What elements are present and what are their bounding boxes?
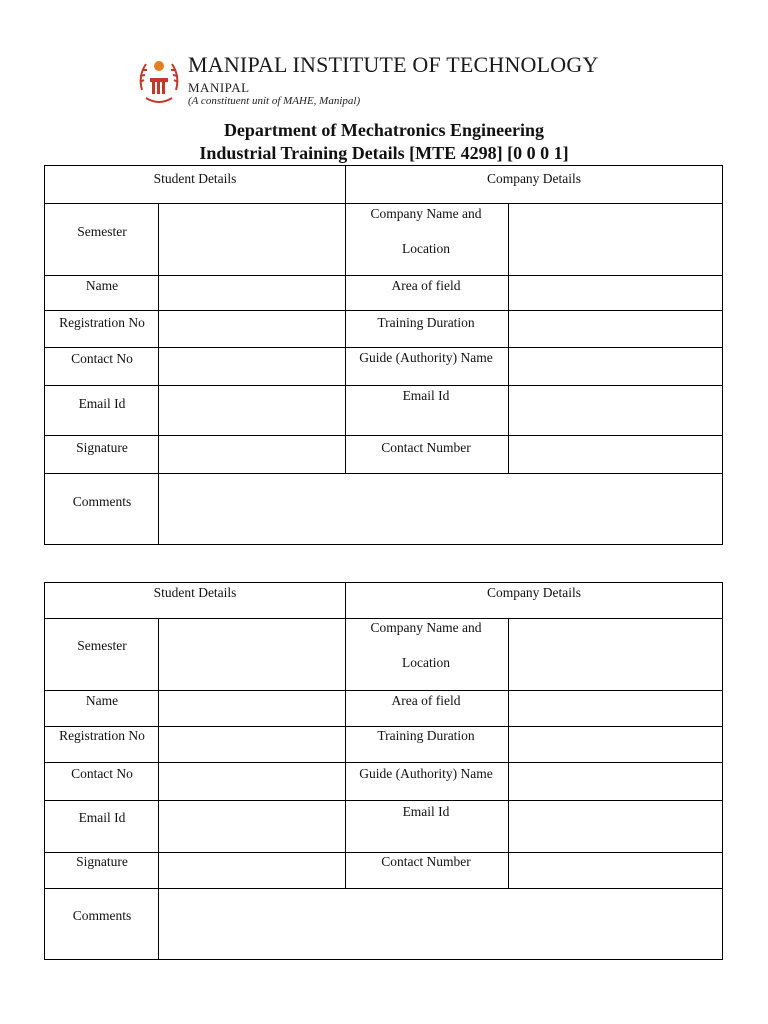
- guide-name-label: Guide (Authority) Name: [359, 766, 493, 781]
- row-divider: [45, 203, 722, 204]
- training-details-form-2: [44, 582, 723, 960]
- company-details-header: Company Details: [486, 585, 582, 600]
- row-divider: [45, 690, 722, 691]
- registration-no-label: Registration No: [59, 728, 145, 743]
- registration-no-label: Registration No: [59, 315, 145, 330]
- semester-label: Semester: [77, 224, 127, 239]
- training-duration-label: Training Duration: [377, 315, 475, 330]
- email-id-label: Email Id: [78, 810, 126, 825]
- student-details-header: Student Details: [153, 585, 237, 600]
- location-label: Location: [402, 241, 450, 256]
- row-divider: [45, 852, 722, 853]
- department-title: Department of Mechatronics Engineering: [223, 120, 545, 140]
- area-of-field-label: Area of field: [391, 278, 461, 293]
- student-details-header: Student Details: [153, 171, 237, 186]
- row-divider: [45, 473, 722, 474]
- row-divider: [45, 435, 722, 436]
- row-divider: [45, 800, 722, 801]
- company-email-id-label: Email Id: [402, 804, 450, 819]
- contact-no-label: Contact No: [71, 766, 133, 781]
- row-divider: [45, 275, 722, 276]
- column-divider: [158, 618, 159, 959]
- institute-seal-icon: [136, 52, 182, 110]
- company-email-id-label: Email Id: [402, 388, 450, 403]
- guide-name-label: Guide (Authority) Name: [359, 350, 493, 365]
- email-id-label: Email Id: [78, 396, 126, 411]
- column-divider: [345, 583, 346, 888]
- area-of-field-label: Area of field: [391, 693, 461, 708]
- company-name-label: Company Name and: [370, 620, 482, 635]
- comments-label: Comments: [72, 908, 132, 923]
- location-label: Location: [402, 655, 450, 670]
- contact-number-label: Contact Number: [381, 854, 471, 869]
- row-divider: [45, 347, 722, 348]
- institute-name: MANIPAL INSTITUTE OF TECHNOLOGY: [188, 52, 599, 77]
- name-label: Name: [85, 278, 119, 293]
- comments-label: Comments: [72, 494, 132, 509]
- institute-logo-banner: [132, 44, 642, 116]
- column-divider: [345, 166, 346, 473]
- contact-number-label: Contact Number: [381, 440, 471, 455]
- name-label: Name: [85, 693, 119, 708]
- institute-city: MANIPAL: [188, 80, 250, 95]
- semester-label: Semester: [77, 638, 127, 653]
- row-divider: [45, 385, 722, 386]
- signature-label: Signature: [76, 440, 128, 455]
- row-divider: [45, 310, 722, 311]
- document-heading: [0, 119, 768, 165]
- row-divider: [45, 888, 722, 889]
- column-divider: [508, 203, 509, 473]
- row-divider: [45, 762, 722, 763]
- column-divider: [158, 203, 159, 545]
- row-divider: [45, 726, 722, 727]
- row-divider: [45, 618, 722, 619]
- column-divider: [508, 618, 509, 888]
- course-title: Industrial Training Details [MTE 4298] [0 0 0 1]: [199, 143, 569, 163]
- company-details-header: Company Details: [486, 171, 582, 186]
- contact-no-label: Contact No: [71, 351, 133, 366]
- training-duration-label: Training Duration: [377, 728, 475, 743]
- training-details-form-1: [44, 165, 723, 545]
- company-name-label: Company Name and: [370, 206, 482, 221]
- institute-subtitle: (A constituent unit of MAHE, Manipal): [188, 95, 361, 107]
- signature-label: Signature: [76, 854, 128, 869]
